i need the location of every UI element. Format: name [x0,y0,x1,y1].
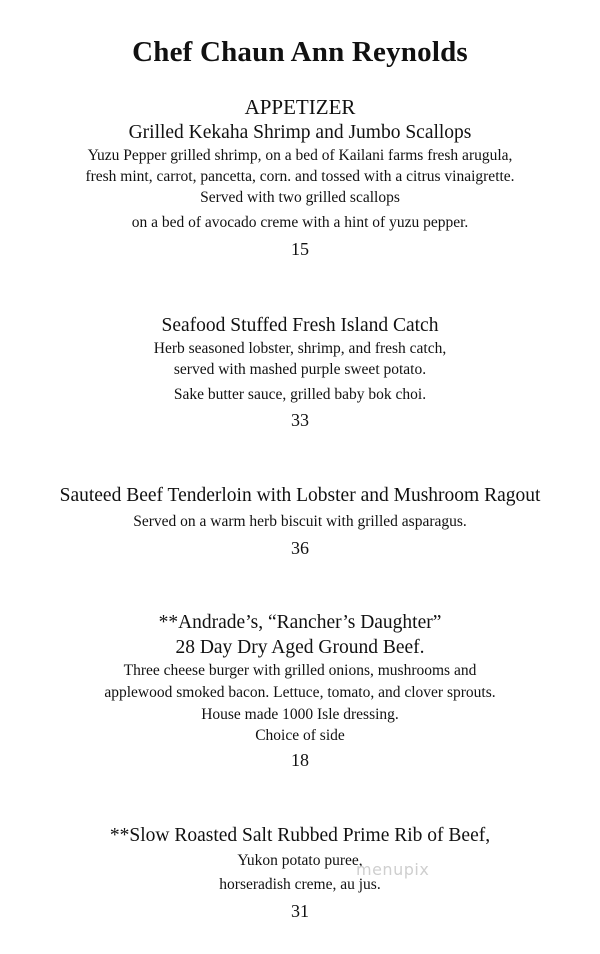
dish-description-line: House made 1000 Isle dressing. [201,706,399,723]
dish-description-line: Herb seasoned lobster, shrimp, and fresh catch, [153,340,447,357]
dish-name-shrimp-scallops: Grilled Kekaha Shrimp and Jumbo Scallops [128,122,472,143]
watermark-logo: menupix [356,860,430,879]
section-heading-appetizer: APPETIZER [244,95,356,119]
dish-description-line: Served with two grilled scallops [200,189,400,206]
dish-description-line: Yukon potato puree, [237,852,363,869]
dish-price: 36 [291,538,309,558]
dish-price: 33 [291,410,309,430]
chef-title: Chef Chaun Ann Reynolds [132,36,468,68]
dish-description-line: applewood smoked bacon. Lettuce, tomato, and clover sprouts. [104,684,496,701]
dish-description-line: Choice of side [255,727,345,744]
dish-name-prime-rib: **Slow Roasted Salt Rubbed Prime Rib of Beef, [109,825,491,846]
dish-description-line: horseradish creme, au jus. [219,876,381,893]
dish-description-line: on a bed of avocado creme with a hint of yuzu pepper. [131,214,469,231]
dish-price: 18 [291,750,309,770]
dish-description-line: Sake butter sauce, grilled baby bok choi. [173,386,427,403]
dish-description-line: Three cheese burger with grilled onions, mushrooms and [123,662,477,679]
dish-name-dry-aged-beef: 28 Day Dry Aged Ground Beef. [175,637,425,658]
dish-name-ranchers-daughter: **Andrade’s, “Rancher’s Daughter” [158,612,442,633]
dish-description-line: Yuzu Pepper grilled shrimp, on a bed of Kailani farms fresh arugula, [87,147,513,164]
dish-name-seafood-stuffed-catch: Seafood Stuffed Fresh Island Catch [161,315,439,336]
dish-description-line: served with mashed purple sweet potato. [173,361,427,378]
dish-description-line: Served on a warm herb biscuit with grilled asparagus. [133,513,467,530]
dish-price: 31 [291,901,309,921]
dish-price: 15 [291,239,309,259]
dish-name-beef-tenderloin: Sauteed Beef Tenderloin with Lobster and Mushroom Ragout [59,485,541,506]
dish-description-line: fresh mint, carrot, pancetta, corn. and tossed with a citrus vinaigrette. [85,168,515,185]
